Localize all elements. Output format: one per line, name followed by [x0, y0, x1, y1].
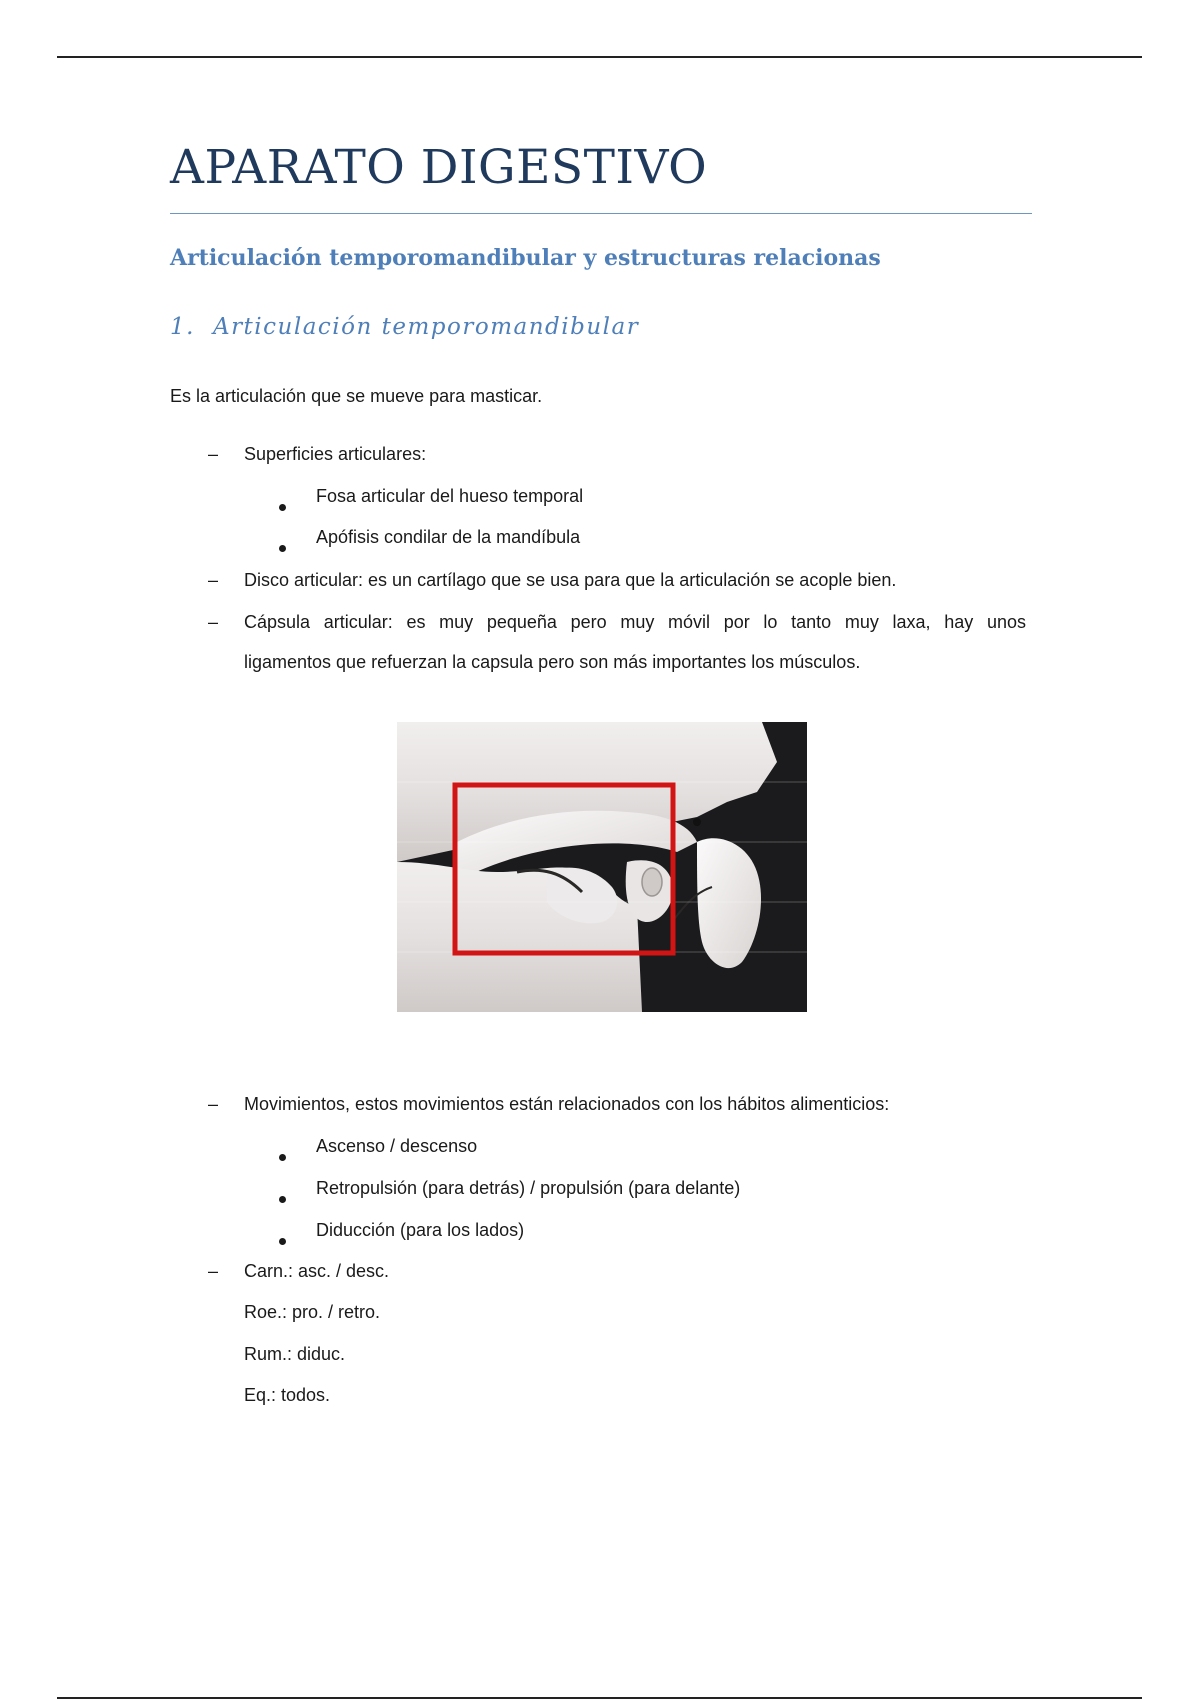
dash-marker: – — [208, 570, 219, 590]
section-number: 1. — [170, 314, 195, 340]
list-item-superficies: Superficies articulares: — [244, 444, 427, 464]
bullet-marker — [279, 1196, 286, 1203]
document-title: APARATO DIGESTIVO — [170, 140, 708, 195]
page-top-rule — [57, 56, 1142, 58]
section-heading — [170, 314, 639, 340]
list-item-fosa: Fosa articular del hueso temporal — [316, 486, 584, 506]
page-bottom-rule — [57, 1697, 1142, 1699]
list-item-retropulsion: Retropulsión (para detrás) / propulsión (para delante) — [316, 1178, 741, 1198]
intro-paragraph: Es la articulación que se mueve para masticar. — [170, 386, 543, 406]
bullet-marker — [279, 545, 286, 552]
list-item-diduccion: Diducción (para los lados) — [316, 1220, 525, 1240]
tmj-skull-image — [397, 722, 807, 1012]
bullet-marker — [279, 1154, 286, 1161]
ear-canal — [642, 868, 662, 896]
foramen-dot — [693, 818, 701, 826]
dash-marker: – — [208, 1094, 219, 1114]
title-underline — [170, 213, 1032, 214]
list-item-carn: Carn.: asc. / desc. — [244, 1261, 390, 1281]
bullet-marker — [279, 504, 286, 511]
dash-marker: – — [208, 1261, 219, 1281]
list-item-capsula-line1: Cápsula articular: es muy pequeña pero muy móvil por lo tanto muy laxa, hay unos — [244, 612, 1026, 632]
list-item-ascenso: Ascenso / descenso — [316, 1136, 478, 1156]
list-item-disco: Disco articular: es un cartílago que se usa para que la articulación se acople bien. — [244, 570, 897, 590]
list-item-capsula-line2: ligamentos que refuerzan la capsula pero son más importantes los músculos. — [244, 652, 861, 672]
dash-marker: – — [208, 612, 219, 632]
list-item-roe: Roe.: pro. / retro. — [244, 1302, 381, 1322]
list-item-rum: Rum.: diduc. — [244, 1344, 346, 1364]
list-item-movimientos: Movimientos, estos movimientos están relacionados con los hábitos alimenticios: — [244, 1094, 890, 1114]
list-item-apofisis: Apófisis condilar de la mandíbula — [316, 527, 581, 547]
document-subtitle: Articulación temporomandibular y estructuras relacionas — [170, 245, 881, 271]
bullet-marker — [279, 1238, 286, 1245]
list-item-eq: Eq.: todos. — [244, 1385, 331, 1405]
dash-marker: – — [208, 444, 219, 464]
section-title: Articulación temporomandibular — [212, 314, 640, 340]
